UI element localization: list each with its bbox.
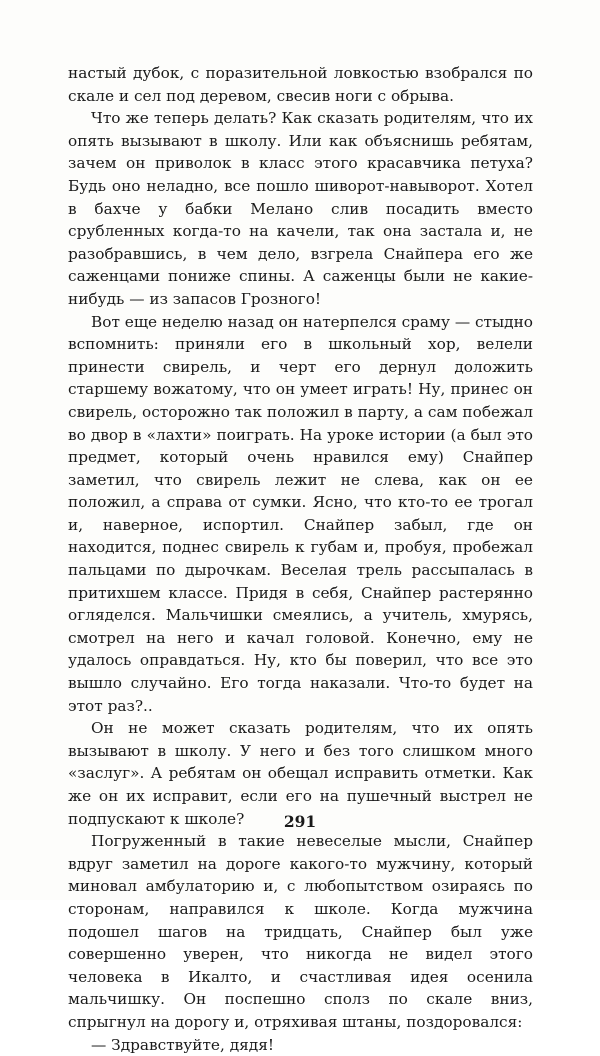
paragraph-1: настый дубок, с поразительной ловкостью взобрался по скале и сел под деревом, свесив ноги с обрыва. xyxy=(68,64,533,105)
paragraph-6: — Здравствуйте, дядя! xyxy=(91,1035,274,1054)
paragraph-4: Он не может сказать родителям, что их опять вызывают в школу. У него и без того слишком много «заслуг». А ребятам он обещал исправить отметки. Как же он их исправит, если его на пушечный выстрел не подпускают к школе? xyxy=(68,719,533,828)
paragraph-5: Погруженный в такие невеселые мысли, Снайпер вдруг заметил на дороге какого-то мужчину, который миновал амбулаторию и, с любопытством озираясь по сторонам, направился к школе. Когда мужчина подошел шагов на тридцать, Снайпер был уже совершенно уверен, что никогда не видел этого человека в Икалто, и счастливая идея осенила мальчишку. Он поспешно сполз по скале вниз, спрыгнул на дорогу и, отряхивая штаны, поздоровался: xyxy=(68,832,533,1031)
paragraph-3: Вот еще неделю назад он натерпелся сраму — стыдно вспомнить: приняли его в школьный хор, велели принести свирель, и черт его дернул доложить старшему вожатому, что он умеет играть! Ну, принес он свирель, осторожно так положил в парту, а сам побежал во двор в «лахти» поиграть. На уроке истории (а был это предмет, который очень нравился ему) Снайпер заметил, что свирель лежит не слева, как он ее положил, а справа от сумки. Ясно, что кто-то ее трогал и, наверное, испортил. Снайпер забыл, где он находится, поднес свирель к губам и, пробуя, пробежал пальцами по дырочкам. Веселая трель рассыпалась в притихшем классе. Придя в себя, Снайпер растерянно огляделся. Мальчишки смеялись, а учитель, хмурясь, смотрел на него и качал головой. Конечно, ему не удалось оправдаться. Ну, кто бы поверил, что все это вышло случайно. Его тогда наказали. Что-то будет на этот раз?.. xyxy=(68,312,534,715)
paragraph-2: Что же теперь делать? Как сказать родителям, что их опять вызывают в школу. Или как объяснишь ребятам, зачем он приволок в класс этого красавчика петуха? Будь оно неладно, все пошло шиворот-навыворот. Хотел в бахче у бабки Мелано слив посадить вместо срубленных когда-то на качели, так она застала и, не разобравшись, в чем дело, взгрела Снайпера его же саженцами пониже спины. А саженцы были не какие-нибудь — из запасов Грозного! xyxy=(68,109,533,308)
page-number: 291 xyxy=(283,812,317,831)
body-text xyxy=(68,62,533,1056)
